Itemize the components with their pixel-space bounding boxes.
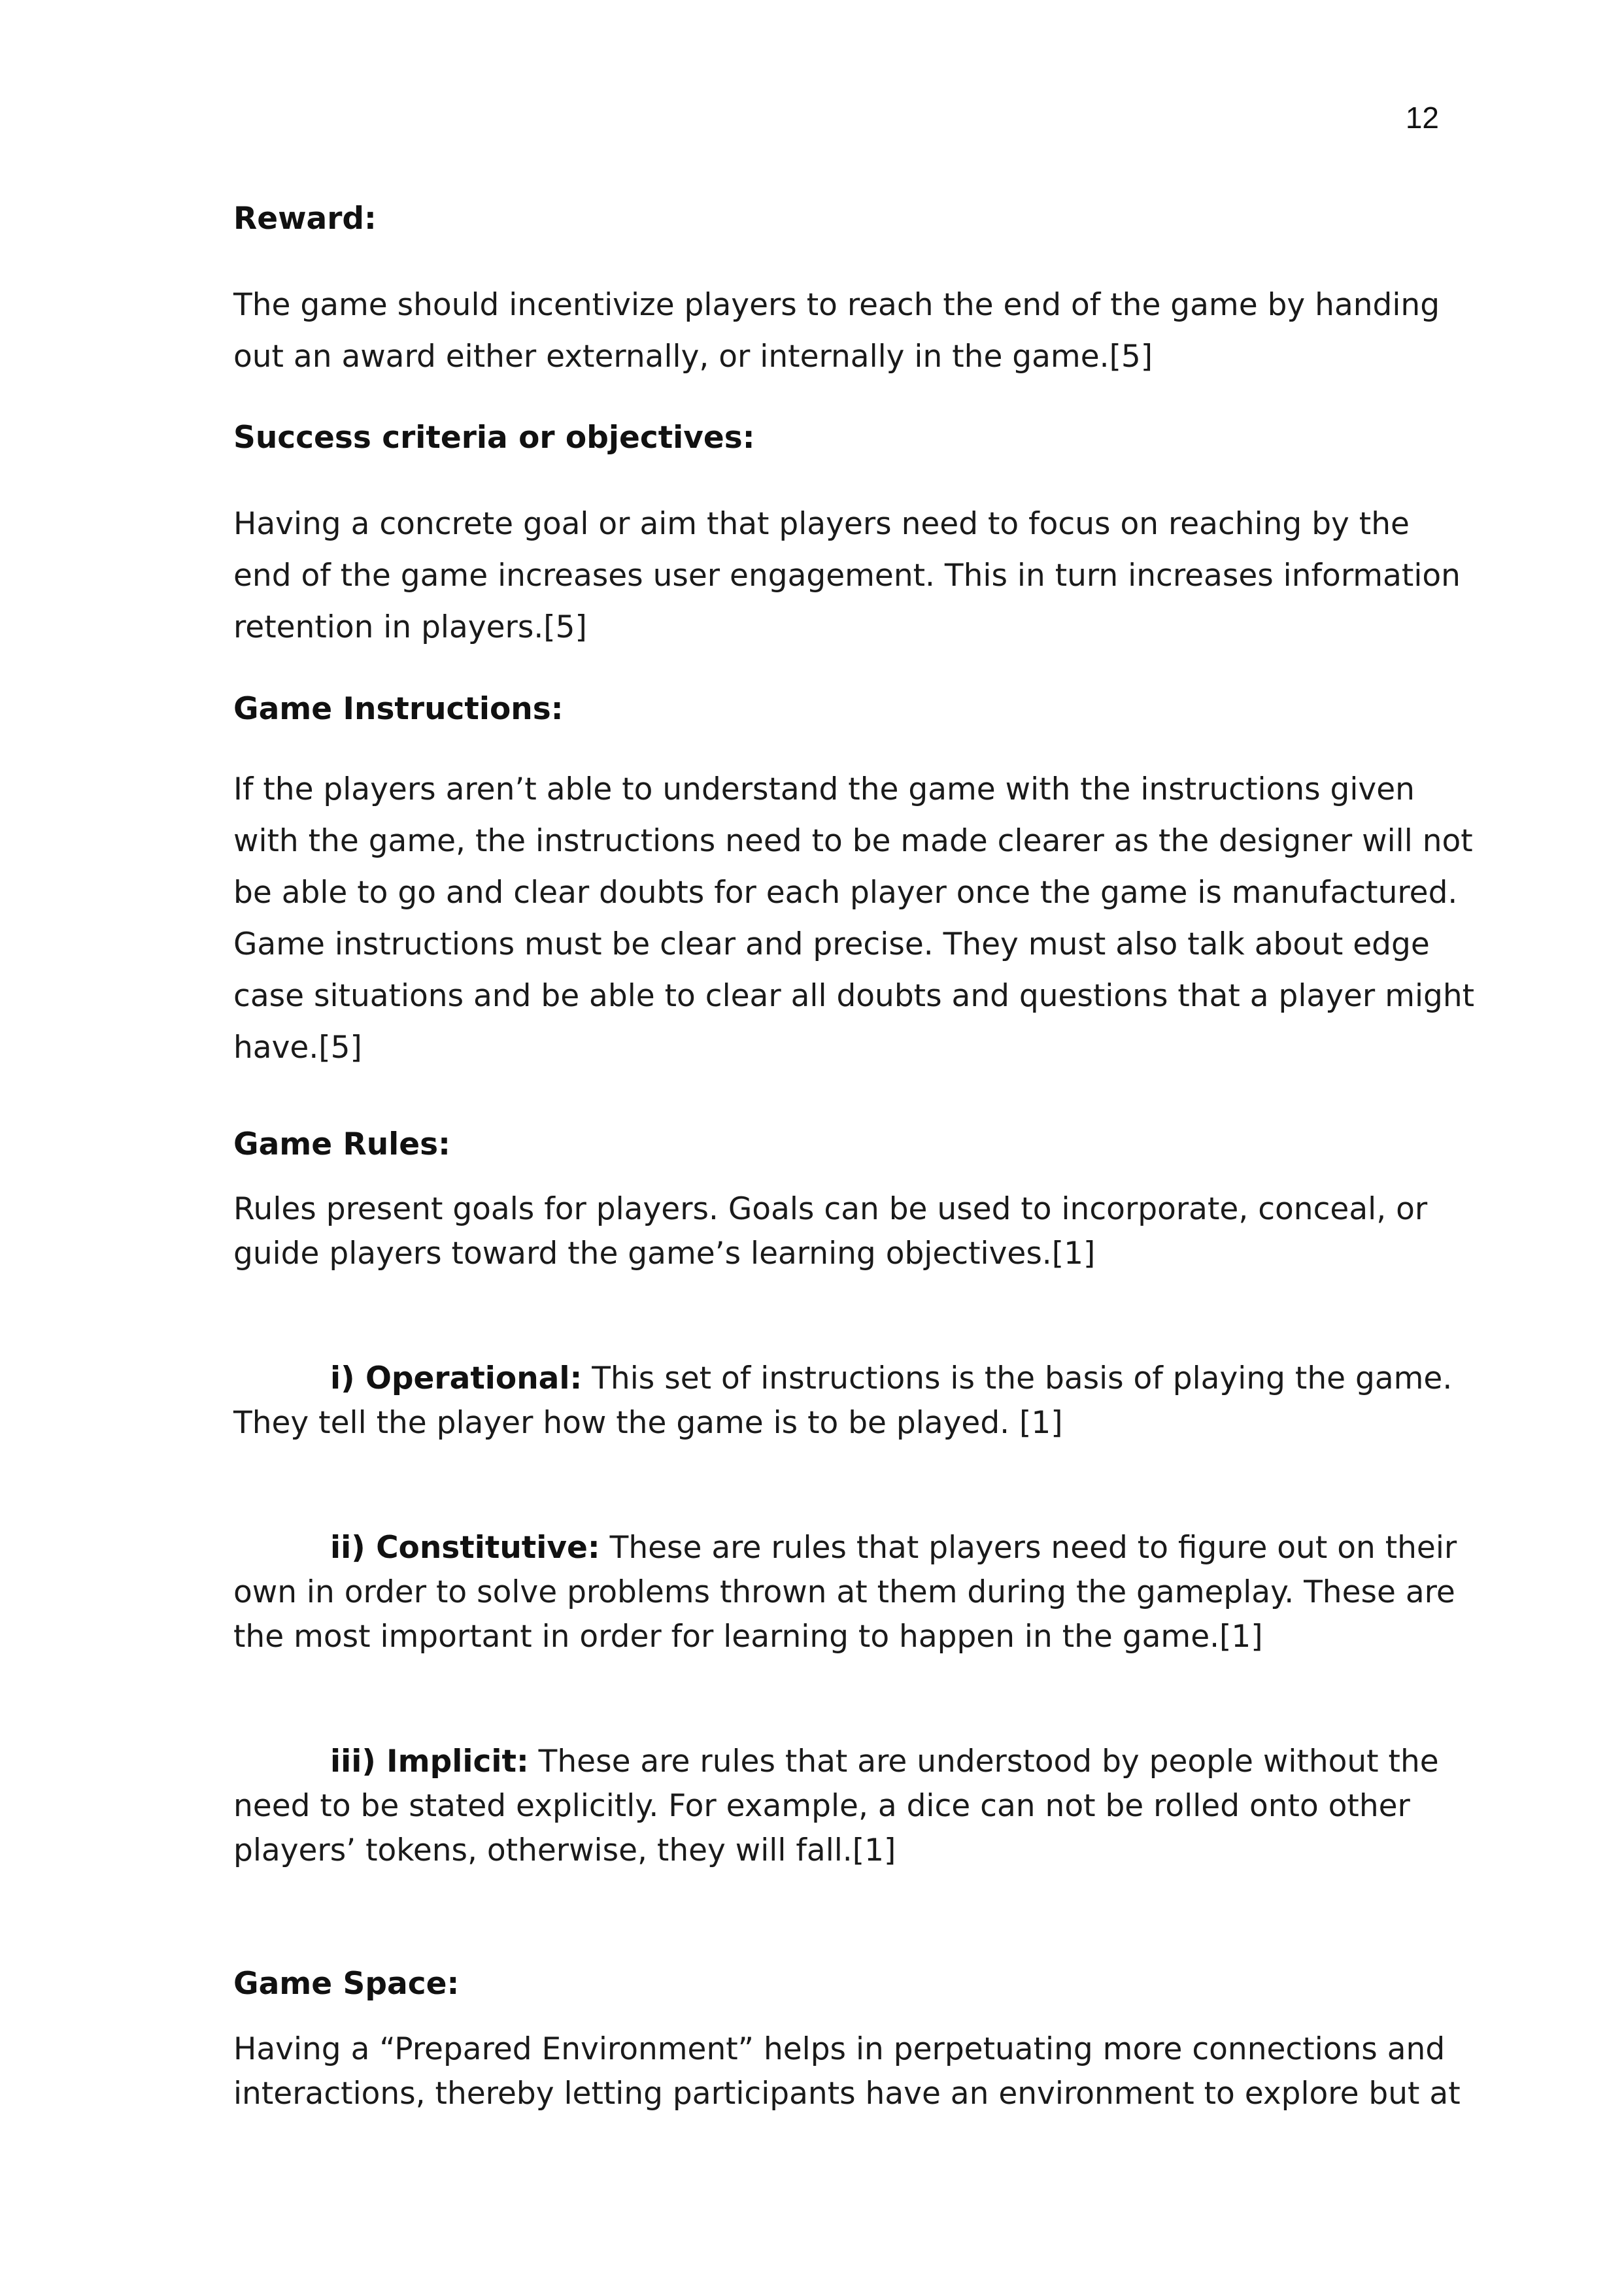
game-instructions-paragraph: If the players aren’t able to understand the game with the instructions given with the game, the instructions need to be made clearer as the designer will not be able to go and clear doubts for each player once the game is manufactured. Game instructions must be clear and precise. They must also talk about edge case situations and be able to clear all doubts and questions that a player might have.[5] xyxy=(233,771,1475,1066)
reward-heading: Reward: xyxy=(233,201,377,237)
game-rules-heading: Game Rules: xyxy=(233,1126,450,1162)
rule-item-constitutive xyxy=(233,1526,1476,1659)
rule-item-text: These are rules that are understood by people without the need to be stated explicitly. For example, a dice can not be rolled onto other players’ tokens, otherwise, they will fall.[1] xyxy=(233,1744,1439,1868)
success-criteria-paragraph: Having a concrete goal or aim that players need to focus on reaching by the end of the game increases user engagement. This in turn increases information retention in players.[5] xyxy=(233,506,1461,645)
game-space-paragraph: Having a “Prepared Environment” helps in perpetuating more connections and interactions, thereby letting participants have an environment to explore but at xyxy=(233,2031,1461,2112)
reward-paragraph: The game should incentivize players to reach the end of the game by handing out an award either externally, or internally in the game.[5] xyxy=(233,287,1440,375)
game-rules-paragraph: Rules present goals for players. Goals can be used to incorporate, conceal, or guide players toward the game’s learning objectives.[1] xyxy=(233,1191,1428,1272)
success-criteria-heading: Success criteria or objectives: xyxy=(233,420,755,456)
rule-item-implicit xyxy=(233,1740,1476,1873)
page-number: 12 xyxy=(1405,101,1439,135)
rule-item-operational xyxy=(233,1357,1476,1445)
rule-item-label: i) Operational: xyxy=(330,1360,583,1396)
rule-item-text: This set of instructions is the basis of playing the game. They tell the player how the game is to be played. [1] xyxy=(233,1360,1453,1441)
game-instructions-heading: Game Instructions: xyxy=(233,691,564,727)
rule-item-text: These are rules that players need to figure out on their own in order to solve problems thrown at them during the gameplay. These are the most important in order for learning to happen in the game.[1] xyxy=(233,1530,1457,1655)
rule-item-label: iii) Implicit: xyxy=(330,1744,529,1780)
game-space-heading: Game Space: xyxy=(233,1966,460,2002)
rule-item-label: ii) Constitutive: xyxy=(330,1530,600,1566)
